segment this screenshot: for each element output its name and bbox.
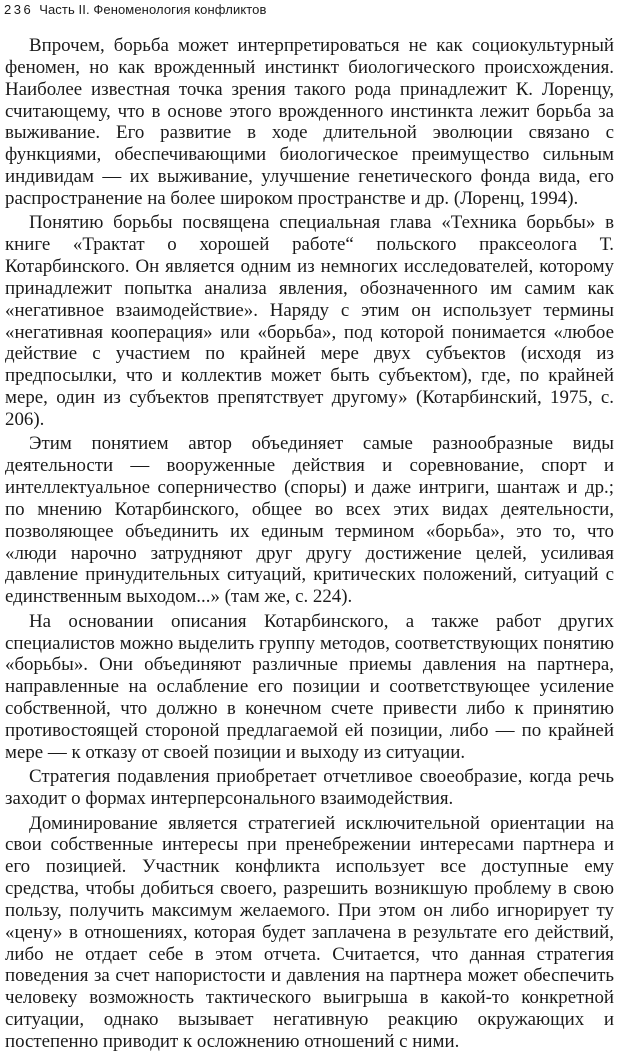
running-header: [4, 2, 267, 18]
paragraph: Доминирование является стратегией исключительной ориентации на свои собственные интересы при пренебрежении интересами партнера и его позицией. Участник конфликта использует все доступные ему средства, чтобы добиться своего, разрешить возникшую проблему в свою пользу, получить максимум желаемого. При этом он либо игнорирует ту «цену» в отношениях, которая будет заплачена в результате его действий, либо не отдает себе в этом отчета. Считается, что данная стратегия поведения за счет напористости и давления на партнера может обеспечить человеку возможность тактического выигрыша в какой-то конкретной ситуации, однако вызывает негативную реакцию окружающих и постепенно приводит к осложнению отношений с ними.: [5, 812, 614, 1052]
body-text: [5, 35, 614, 1053]
page-number: 236: [4, 2, 34, 17]
paragraph: На основании описания Котарбинского, а также работ других специалистов можно выделить группу методов, соответствующих понятию «борьбы». Они объединяют различные приемы давления на партнера, направленные на ослабление его позиции и соответствующее усиление собственной, что должно в конечном счете привести либо к принятию противостоящей стороной предлагаемой ей позиции, либо — по крайней мере — к отказу от своей позиции и выходу из ситуации.: [5, 610, 614, 763]
paragraph: Впрочем, борьба может интерпретироваться не как социокультурный феномен, но как врожденный инстинкт биологического происхождения. Наиболее известная точка зрения такого рода принадлежит К. Лоренцу, считающему, что в основе этого врожденного инстинкта лежит борьба за выживание. Его развитие в ходе длительной эволюции связано с функциями, обеспечивающими биологическое преимущество сильным индивидам — их выживание, улучшение генетического фонда вида, его распространение на более широком пространстве и др. (Лоренц, 1994).: [5, 35, 614, 209]
paragraph: Стратегия подавления приобретает отчетливое своеобразие, когда речь заходит о формах интерперсонального взаимодействия.: [5, 766, 614, 810]
paragraph: Этим понятием автор объединяет самые разнообразные виды деятельности — вооруженные действия и соревнование, спорт и интеллектуальное соперничество (споры) и даже интриги, шантаж и др.; по мнению Котарбинского, общее во всех этих видах деятельности, позволяющее объединить их единым термином «борьба», это то, что «люди нарочно затрудняют друг другу достижение целей, усиливая давление принудительных ситуаций, критических положений, ситуаций с единственным выходом...» (там же, с. 224).: [5, 433, 614, 608]
paragraph: Понятию борьбы посвящена специальная глава «Техника борьбы» в книге «Трактат о хорошей работе“ польского праксеолога Т. Котарбинского. Он является одним из немногих исследователей, которому принадлежит попытка анализа явления, обозначенного им самим как «негативное взаимодействие». Наряду с этим он использует термины «негативная кооперация» или «борьба», под которой понимается «любое действие с участием по крайней мере двух субъектов (исходя из предпосылки, что и коллектив может быть субъектом), где, по крайней мере, один из субъектов препятствует другому» (Котарбинский, 1975, с. 206).: [5, 212, 614, 430]
running-title: Часть II. Феноменология конфликтов: [39, 2, 267, 17]
